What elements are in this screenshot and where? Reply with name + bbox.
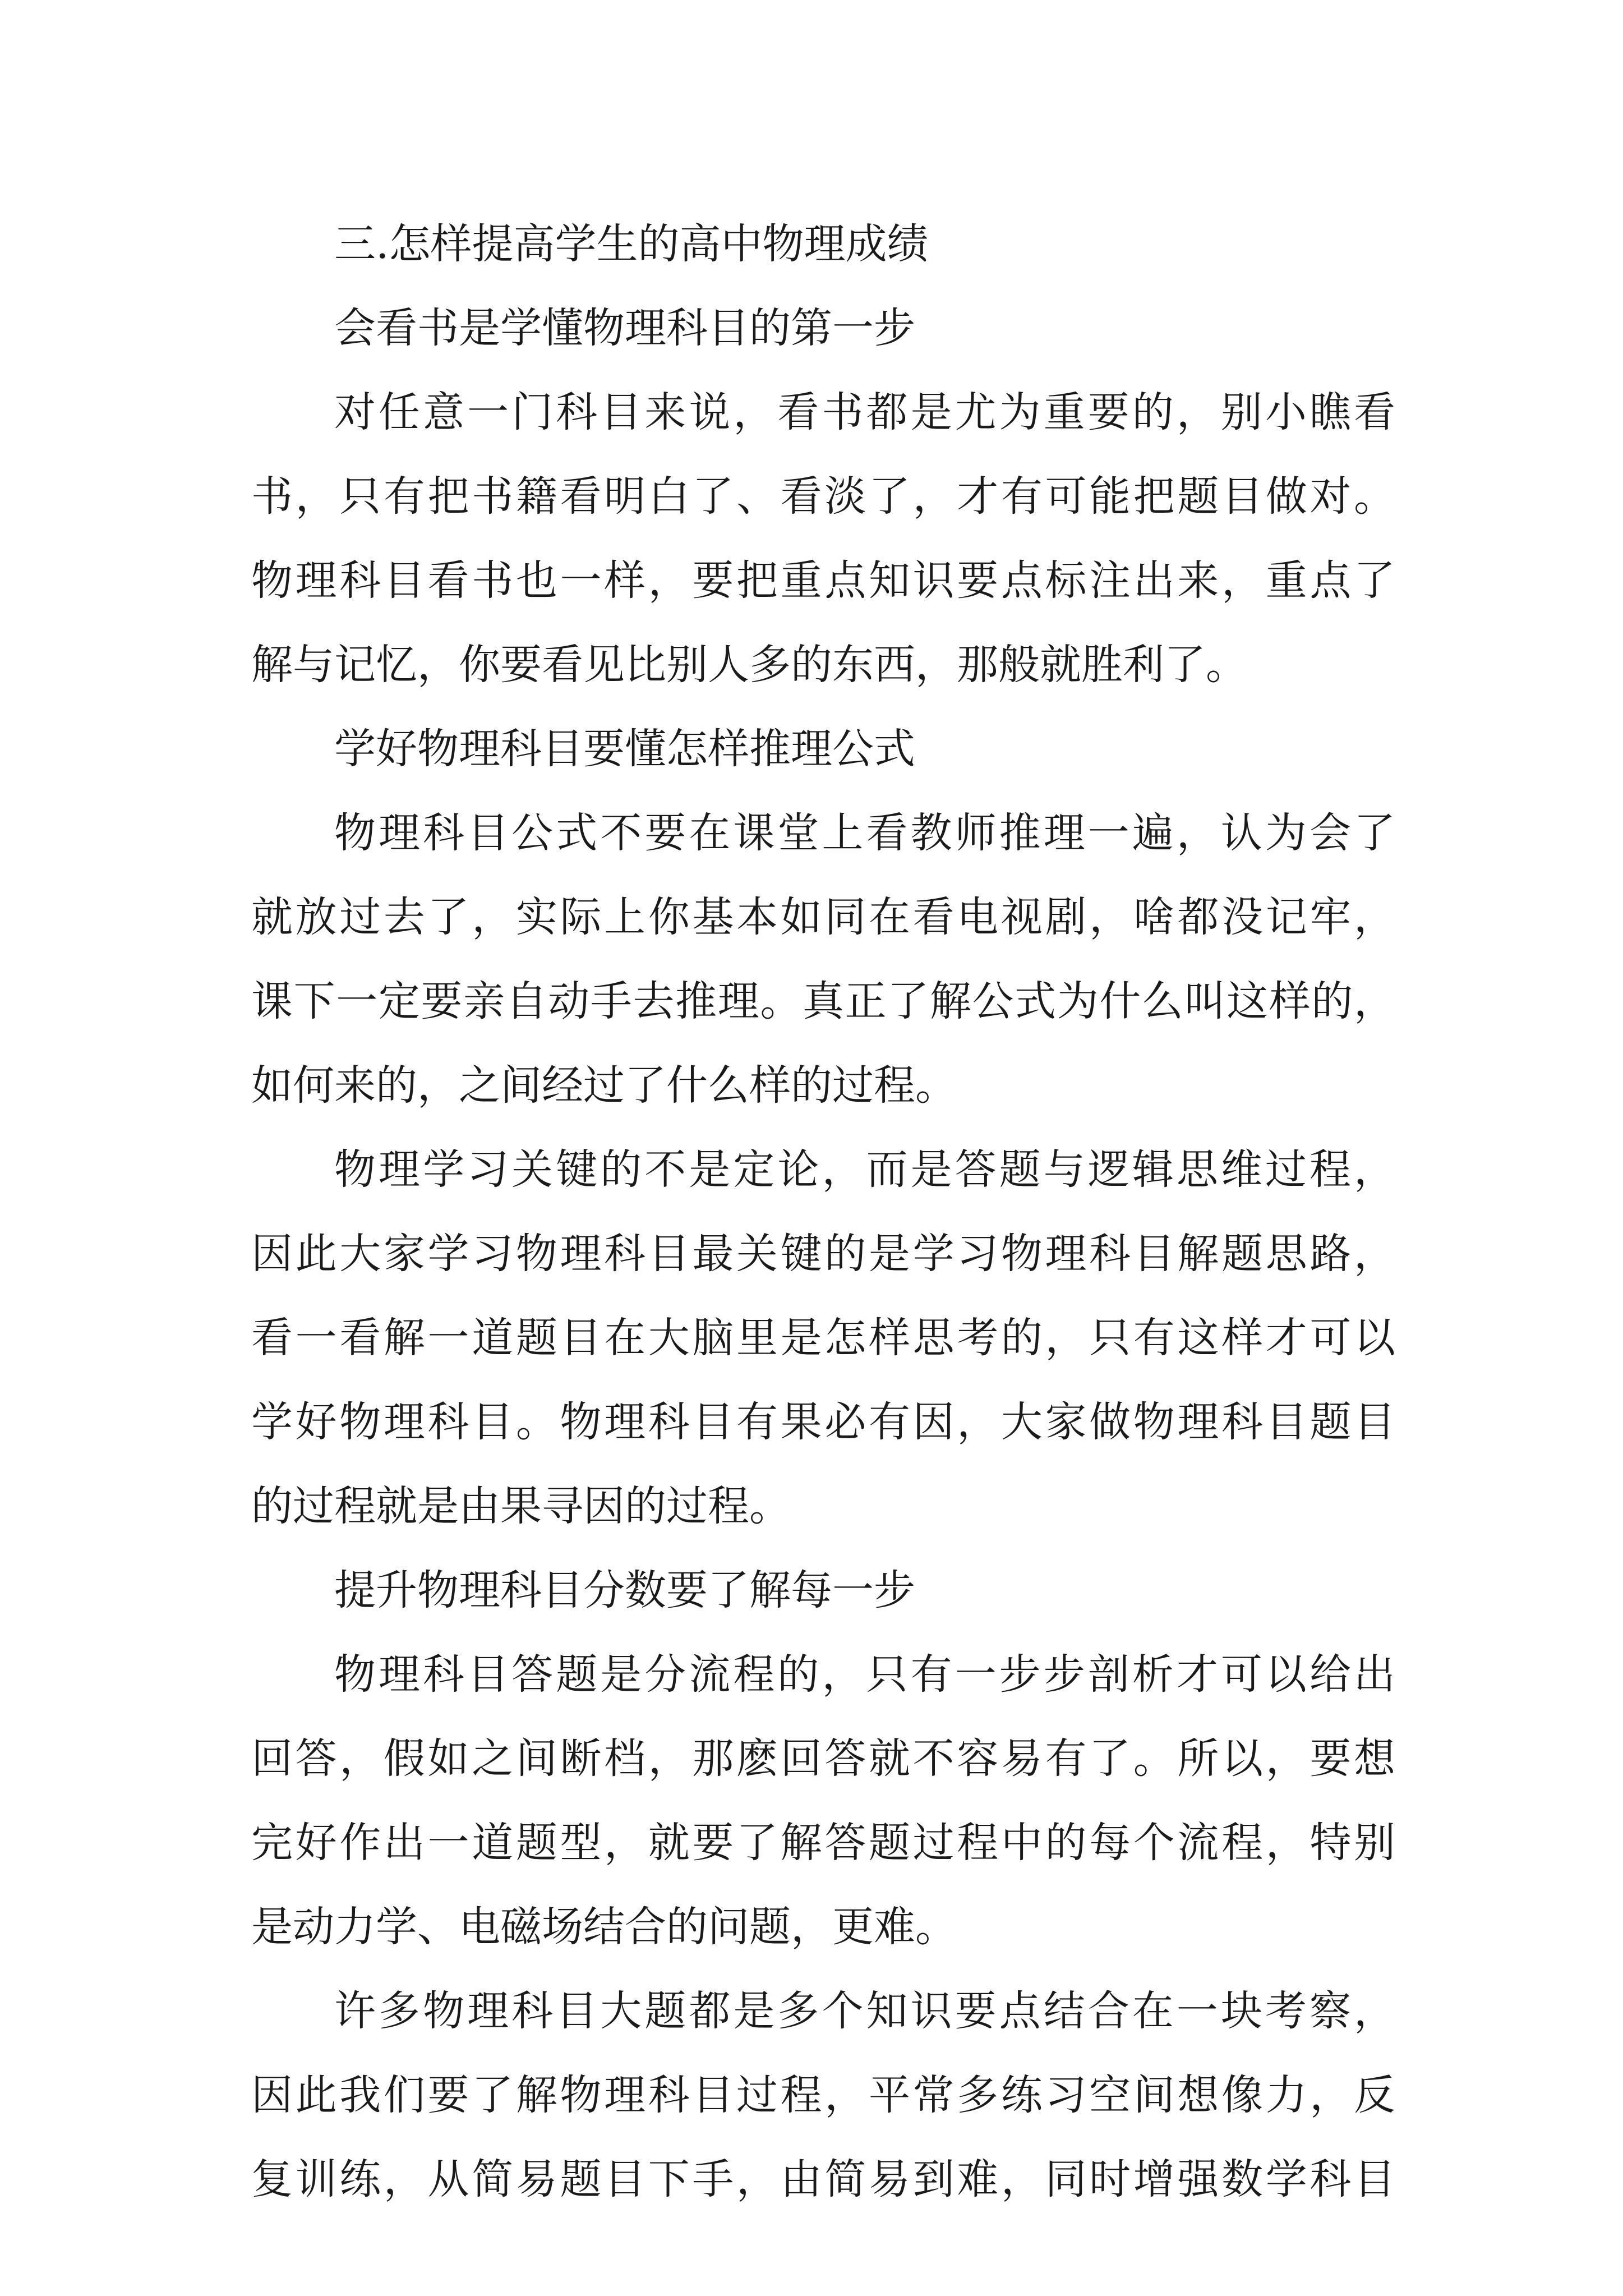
paragraph-line: 物理科目看书也一样，要把重点知识要点标注出来，重点了 (251, 556, 1395, 605)
paragraph-line: 因此我们要了解物理科目过程，平常多练习空间想像力，反 (251, 2071, 1395, 2119)
paragraph-line: 的过程就是由果寻因的过程。 (251, 1482, 791, 1530)
section-heading: 三.怎样提高学生的高中物理成绩 (334, 220, 929, 268)
paragraph-line: 看一看解一道题目在大脑里是怎样思考的，只有这样才可以 (251, 1314, 1395, 1362)
paragraph-line: 解与记忆，你要看见比别人多的东西，那般就胜利了。 (251, 641, 1247, 689)
subheading: 提升物理科目分数要了解每一步 (334, 1566, 915, 1614)
paragraph-line: 回答，假如之间断档，那麽回答就不容易有了。所以，要想 (251, 1734, 1395, 1783)
paragraph-line: 完好作出一道题型，就要了解答题过程中的每个流程，特别 (251, 1819, 1395, 1867)
subheading: 会看书是学懂物理科目的第一步 (334, 304, 915, 352)
paragraph-line: 复训练，从简易题目下手，由简易到难，同时增强数学科目 (251, 2155, 1395, 2203)
paragraph-line: 物理科目公式不要在课堂上看教师推理一遍，认为会了 (334, 809, 1395, 857)
paragraph-line: 书，只有把书籍看明白了、看淡了，才有可能把题目做对。 (251, 472, 1395, 521)
paragraph-line: 学好物理科目。物理科目有果必有因，大家做物理科目题目 (251, 1398, 1395, 1446)
paragraph-line: 对任意一门科目来说，看书都是尤为重要的，别小瞧看 (334, 388, 1395, 436)
paragraph-line: 是动力学、电磁场结合的问题，更难。 (251, 1903, 957, 1951)
paragraph-line: 如何来的，之间经过了什么样的过程。 (251, 1061, 957, 1110)
paragraph-line: 就放过去了，实际上你基本如同在看电视剧，啥都没记牢， (251, 893, 1395, 941)
paragraph-line: 物理科目答题是分流程的，只有一步步剖析才可以给出 (334, 1650, 1395, 1699)
paragraph-line: 物理学习关键的不是定论，而是答题与逻辑思维过程， (334, 1145, 1395, 1194)
paragraph-line: 因此大家学习物理科目最关键的是学习物理科目解题思路， (251, 1230, 1395, 1278)
paragraph-line: 许多物理科目大题都是多个知识要点结合在一块考察， (334, 1987, 1395, 2035)
paragraph-line: 课下一定要亲自动手去推理。真正了解公式为什么叫这样的， (251, 977, 1395, 1025)
subheading: 学好物理科目要懂怎样推理公式 (334, 725, 915, 773)
